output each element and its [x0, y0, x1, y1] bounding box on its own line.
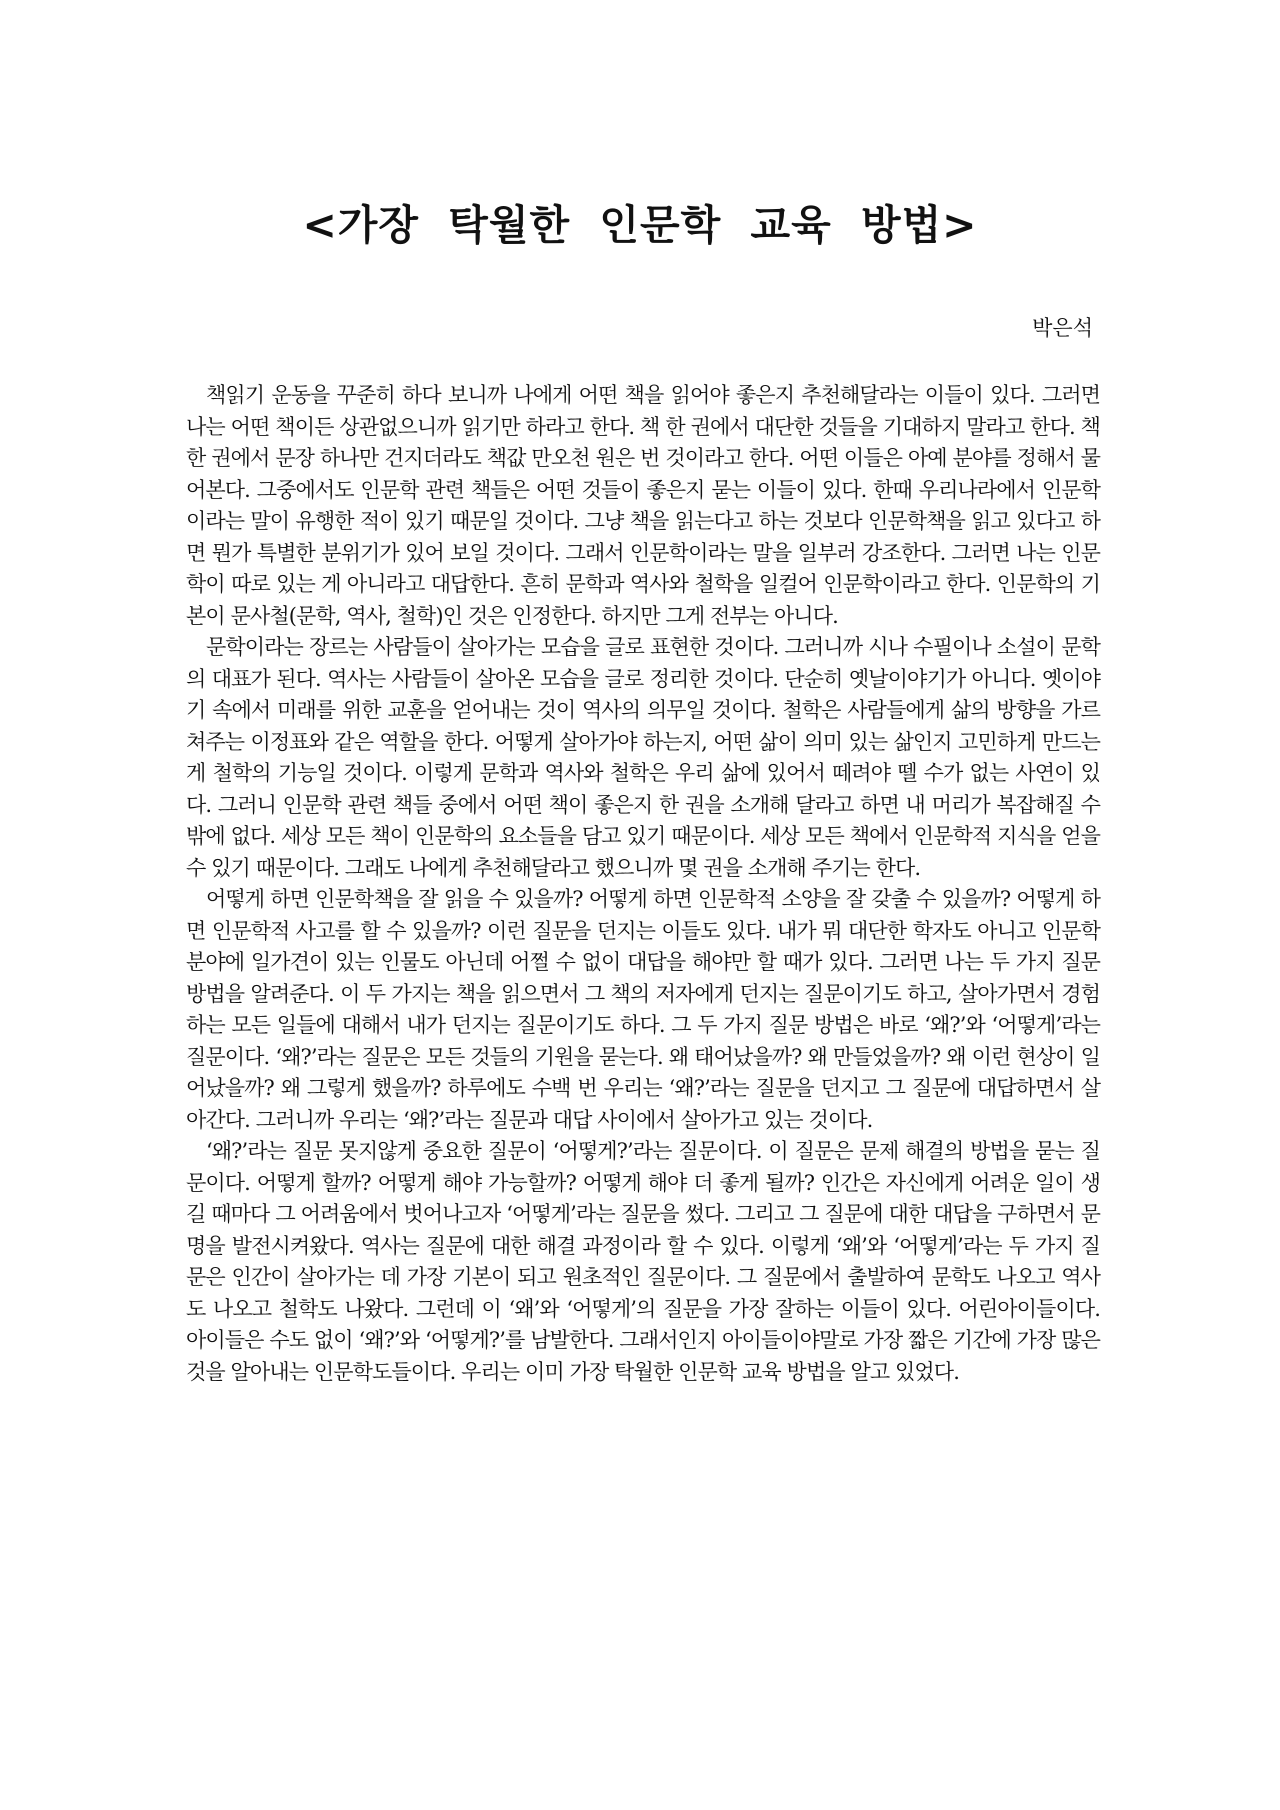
- document-body: [186, 380, 1100, 1388]
- paragraph: 문학이라는 장르는 사람들이 살아가는 모습을 글로 표현한 것이다. 그러니까 시나 수필이나 소설이 문학의 대표가 된다. 역사는 사람들이 살아온 모습을 글로 정리한 것이다. 단순히 옛날이야기가 아니다. 옛이야기 속에서 미래를 위한 교훈을 얻어내는 것이 역사의 의무일 것이다. 철학은 사람들에게 삶의 방향을 가르쳐주는 이정표와 같은 역할을 한다. 어떻게 살아가야 하는지, 어떤 삶이 의미 있는 삶인지 고민하게 만드는 게 철학의 기능일 것이다. 이렇게 문학과 역사와 철학은 우리 삶에 있어서 떼려야 뗄 수가 없는 사연이 있다. 그러니 인문학 관련 책들 중에서 어떤 책이 좋은지 한 권을 소개해 달라고 하면 내 머리가 복잡해질 수밖에 없다. 세상 모든 책이 인문학의 요소들을 담고 있기 때문이다. 세상 모든 책에서 인문학적 지식을 얻을 수 있기 때문이다. 그래도 나에게 추천해달라고 했으니까 몇 권을 소개해 주기는 한다.: [186, 635, 1100, 880]
- paragraph: ‘왜?’라는 질문 못지않게 중요한 질문이 ‘어떻게?’라는 질문이다. 이 질문은 문제 해결의 방법을 묻는 질문이다. 어떻게 할까? 어떻게 해야 가능할까? 어떻게 해야 더 좋게 될까? 인간은 자신에게 어려운 일이 생길 때마다 그 어려움에서 벗어나고자 ‘어떻게’라는 질문을 썼다. 그리고 그 질문에 대한 대답을 구하면서 문명을 발전시켜왔다. 역사는 질문에 대한 해결 과정이라 할 수 있다. 이렇게 ‘왜’와 ‘어떻게’라는 두 가지 질문은 인간이 살아가는 데 가장 기본이 되고 원초적인 질문이다. 그 질문에서 출발하여 문학도 나오고 역사도 나오고 철학도 나왔다. 그런데 이 ‘왜’와 ‘어떻게’의 질문을 가장 잘하는 이들이 있다. 어린아이들이다. 아이들은 수도 없이 ‘왜?’와 ‘어떻게?’를 남발한다. 그래서인지 아이들이야말로 가장 짧은 기간에 가장 많은 것을 알아내는 인문학도들이다. 우리는 이미 가장 탁월한 인문학 교육 방법을 알고 있었다.: [186, 1139, 1100, 1384]
- paragraph: 어떻게 하면 인문학책을 잘 읽을 수 있을까? 어떻게 하면 인문학적 소양을 잘 갖출 수 있을까? 어떻게 하면 인문학적 사고를 할 수 있을까? 이런 질문을 던지는 이들도 있다. 내가 뭐 대단한 학자도 아니고 인문학 분야에 일가견이 있는 인물도 아닌데 어쩔 수 없이 대답을 해야만 할 때가 있다. 그러면 나는 두 가지 질문 방법을 알려준다. 이 두 가지는 책을 읽으면서 그 책의 저자에게 던지는 질문이기도 하고, 살아가면서 경험하는 모든 일들에 대해서 내가 던지는 질문이기도 하다. 그 두 가지 질문 방법은 바로 ‘왜?’와 ‘어떻게’라는 질문이다. ‘왜?’라는 질문은 모든 것들의 기원을 묻는다. 왜 태어났을까? 왜 만들었을까? 왜 이런 현상이 일어났을까? 왜 그렇게 했을까? 하루에도 수백 번 우리는 ‘왜?’라는 질문을 던지고 그 질문에 대답하면서 살아간다. 그러니까 우리는 ‘왜?’라는 질문과 대답 사이에서 살아가고 있는 것이다.: [186, 887, 1100, 1132]
- paragraph: 책읽기 운동을 꾸준히 하다 보니까 나에게 어떤 책을 읽어야 좋은지 추천해달라는 이들이 있다. 그러면 나는 어떤 책이든 상관없으니까 읽기만 하라고 한다. 책 한 권에서 대단한 것들을 기대하지 말라고 한다. 책 한 권에서 문장 하나만 건지더라도 책값 만오천 원은 번 것이라고 한다. 어떤 이들은 아예 분야를 정해서 물어본다. 그중에서도 인문학 관련 책들은 어떤 것들이 좋은지 묻는 이들이 있다. 한때 우리나라에서 인문학이라는 말이 유행한 적이 있기 때문일 것이다. 그냥 책을 읽는다고 하는 것보다 인문학책을 읽고 있다고 하면 뭔가 특별한 분위기가 있어 보일 것이다. 그래서 인문학이라는 말을 일부러 강조한다. 그러면 나는 인문학이 따로 있는 게 아니라고 대답한다. 흔히 문학과 역사와 철학을 일컬어 인문학이라고 한다. 인문학의 기본이 문사철(문학, 역사, 철학)인 것은 인정한다. 하지만 그게 전부는 아니다.: [186, 383, 1100, 628]
- document-title: <가장 탁월한 인문학 교육 방법>: [302, 201, 978, 249]
- author-name: 박은석: [1032, 316, 1093, 340]
